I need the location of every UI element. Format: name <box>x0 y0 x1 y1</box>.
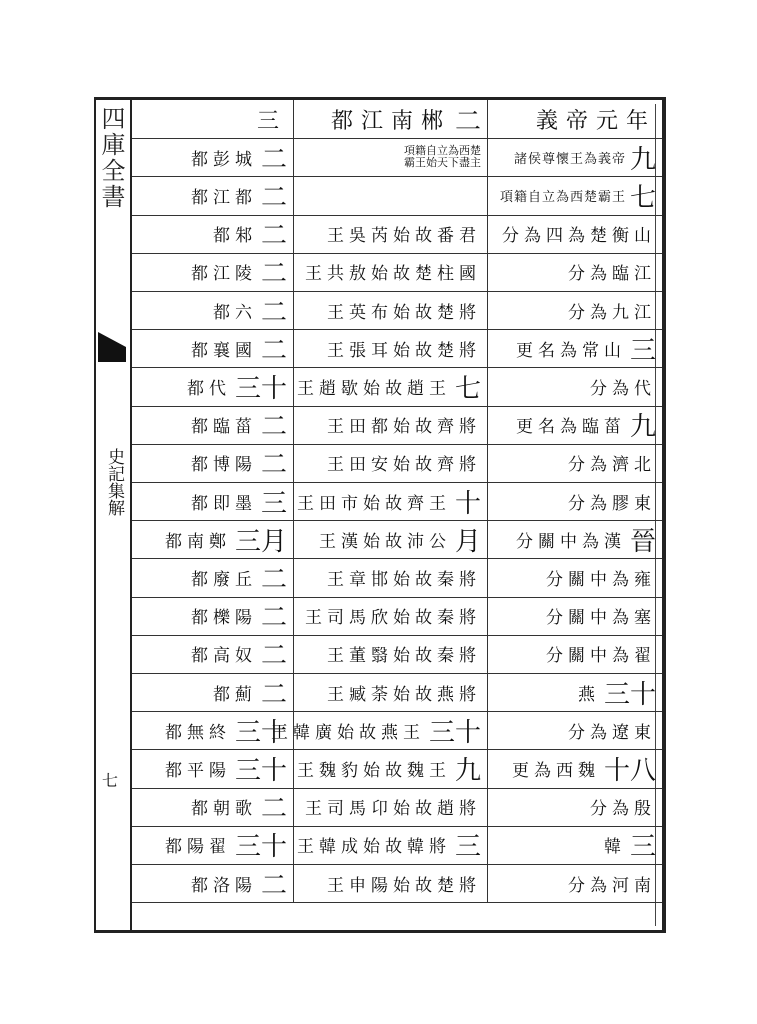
realm-text: 更名為常山 <box>515 340 626 361</box>
capital-text: 都六 <box>212 302 257 323</box>
table-row <box>132 597 662 636</box>
king-text: 王漢始故沛公 <box>318 531 451 552</box>
table-row <box>132 635 662 674</box>
capital-count: 二 <box>260 182 287 213</box>
capital-text: 都邾 <box>212 226 257 247</box>
capital-text: 都無終 <box>164 722 231 743</box>
realm-count: 七 <box>629 182 656 213</box>
king-count: 三 <box>454 832 481 863</box>
king-cell <box>294 406 488 444</box>
capital-count: 二 <box>260 450 287 481</box>
table-header-row <box>132 100 662 139</box>
capital-count: 三 <box>260 488 287 519</box>
capital-cell <box>132 482 294 520</box>
realm-text: 諸侯尊懷王為義帝 <box>513 151 626 167</box>
capital-cell <box>132 291 294 329</box>
king-text: 王趙歇始故趙王 <box>296 378 451 399</box>
king-text: 王司馬欣始故秦將 <box>305 608 481 629</box>
capital-count: 二 <box>260 259 287 290</box>
realm-cell <box>488 558 662 596</box>
table-row <box>132 864 662 903</box>
capital-count: 二 <box>260 641 287 672</box>
capital-count: 二 <box>260 794 287 825</box>
realm-cell <box>488 520 662 558</box>
realm-text: 分關中為塞 <box>546 608 656 629</box>
capital-cell <box>132 788 294 826</box>
capital-text: 都博陽 <box>190 455 257 476</box>
capital-text: 都洛陽 <box>190 875 257 896</box>
capital-text: 都陽翟 <box>164 837 231 858</box>
realm-cell <box>488 444 662 482</box>
capital-text: 都彭城 <box>190 149 257 170</box>
capital-count: 二 <box>260 603 287 634</box>
king-cell <box>294 558 488 596</box>
capital-text: 都南鄭 <box>164 531 231 552</box>
king-cell <box>294 291 488 329</box>
capital-text: 都襄國 <box>190 340 257 361</box>
king-text: 王共敖始故楚柱國 <box>305 264 481 285</box>
king-cell <box>294 138 488 176</box>
capital-text: 都代 <box>186 378 231 399</box>
king-count: 三十 <box>428 717 481 748</box>
realm-cell <box>488 367 662 405</box>
capital-text: 都即墨 <box>190 493 257 514</box>
king-cell <box>294 749 488 787</box>
realm-text: 燕 <box>577 684 600 705</box>
king-cell <box>294 329 488 367</box>
capital-text: 都高奴 <box>190 646 257 667</box>
king-cell <box>270 711 488 749</box>
table-row <box>132 673 662 712</box>
king-text: 王田都始故齊將 <box>327 417 481 438</box>
realm-count: 晉 <box>629 526 656 557</box>
margin-strip <box>96 100 132 930</box>
header-king-number: 二 <box>454 106 481 137</box>
realm-cell <box>488 597 662 635</box>
margin-page-number: 七 <box>102 771 119 790</box>
table-row <box>132 291 662 330</box>
king-cell <box>294 673 488 711</box>
table-row <box>132 482 662 521</box>
table-row <box>132 406 662 445</box>
realm-text: 分為河南 <box>568 875 656 896</box>
king-text-line: 項籍自立為西楚 <box>404 144 481 158</box>
capital-cell <box>132 826 294 864</box>
realm-text: 分為九江 <box>568 302 656 323</box>
realm-count: 三 <box>629 832 656 863</box>
fishtail-mark <box>98 332 126 362</box>
king-cell <box>294 597 488 635</box>
realm-count: 十八 <box>603 755 656 786</box>
realm-cell <box>488 253 662 291</box>
realm-cell <box>488 215 662 253</box>
realm-cell <box>488 635 662 673</box>
capital-count: 二 <box>260 144 287 175</box>
realm-cell <box>488 329 662 367</box>
realm-text: 更為西魏 <box>511 760 600 781</box>
king-cell <box>294 482 488 520</box>
king-cell <box>294 367 488 405</box>
table-row <box>132 749 662 788</box>
king-text-stack <box>404 145 481 169</box>
realm-count: 三十 <box>603 679 656 710</box>
king-text: 王司馬卬始故趙將 <box>305 799 481 820</box>
header-realm-cell <box>488 100 662 138</box>
king-cell <box>294 253 488 291</box>
king-text: 王英布始故楚將 <box>327 302 481 323</box>
realm-text: 分為濟北 <box>568 455 656 476</box>
capital-cell <box>132 558 294 596</box>
king-text: 王田安始故齊將 <box>327 455 481 476</box>
king-cell <box>294 176 488 214</box>
king-text: 王田市始故齊王 <box>296 493 451 514</box>
capital-cell <box>132 635 294 673</box>
realm-text: 分為殷 <box>590 799 656 820</box>
table-row <box>132 826 662 865</box>
realm-text: 項籍自立為西楚霸王 <box>499 189 626 205</box>
realm-cell <box>488 406 662 444</box>
realm-cell <box>488 138 662 176</box>
header-realm-text: 義帝元年 <box>535 108 656 134</box>
header-capital-text: 三 <box>256 108 287 134</box>
capital-cell <box>132 749 294 787</box>
capital-count: 三月 <box>234 526 287 557</box>
capital-count: 三十 <box>234 755 287 786</box>
capital-count: 三十 <box>234 717 287 748</box>
table-row <box>132 138 662 177</box>
table-row <box>132 329 662 368</box>
header-king-text: 都江南郴 <box>330 108 451 134</box>
capital-count: 二 <box>260 564 287 595</box>
capital-text: 都朝歌 <box>190 799 257 820</box>
realm-text: 分為代 <box>590 378 656 399</box>
capital-count: 三十 <box>234 373 287 404</box>
capital-cell <box>132 253 294 291</box>
king-cell <box>294 864 488 902</box>
king-cell <box>294 826 488 864</box>
king-cell <box>294 788 488 826</box>
capital-text: 都平陽 <box>164 760 231 781</box>
king-cell <box>294 444 488 482</box>
king-text: 王張耳始故楚將 <box>327 340 481 361</box>
realm-text: 分為遼東 <box>568 722 656 743</box>
margin-book-title: 史記集解 <box>104 448 124 516</box>
table-frame <box>94 97 666 933</box>
king-text: 王章邯始故秦將 <box>327 569 481 590</box>
king-text: 王韓廣始故燕王 <box>270 722 425 743</box>
king-cell <box>294 635 488 673</box>
capital-text: 都江陵 <box>190 264 257 285</box>
capital-cell <box>132 673 294 711</box>
chronological-table <box>132 100 662 930</box>
king-text: 王申陽始故楚將 <box>327 875 481 896</box>
table-row <box>132 176 662 215</box>
table-row <box>132 215 662 254</box>
table-row <box>132 520 662 559</box>
king-text: 王吳芮始故番君 <box>327 226 481 247</box>
realm-count: 九 <box>629 412 656 443</box>
capital-text: 都櫟陽 <box>190 608 257 629</box>
king-count: 九 <box>454 755 481 786</box>
realm-text: 更名為臨菑 <box>515 417 626 438</box>
capital-cell <box>132 597 294 635</box>
table-row <box>132 788 662 827</box>
king-cell <box>294 520 488 558</box>
realm-cell <box>488 749 662 787</box>
table-row <box>132 444 662 483</box>
realm-cell <box>488 482 662 520</box>
capital-cell <box>132 367 294 405</box>
realm-cell <box>488 711 662 749</box>
realm-cell <box>488 826 662 864</box>
realm-text: 分為四為楚衡山 <box>502 226 656 247</box>
capital-count: 二 <box>260 870 287 901</box>
table-row <box>132 253 662 292</box>
king-count: 七 <box>454 373 481 404</box>
realm-count: 九 <box>629 144 656 175</box>
king-cell <box>294 215 488 253</box>
realm-text: 分為臨江 <box>568 264 656 285</box>
king-count: 十 <box>454 488 481 519</box>
capital-text: 都廢丘 <box>190 569 257 590</box>
realm-count: 三 <box>629 335 656 366</box>
king-text: 王董翳始故秦將 <box>327 646 481 667</box>
capital-cell <box>132 711 294 749</box>
margin-title: 四庫全書 <box>97 106 125 210</box>
header-capital-cell <box>132 100 294 138</box>
king-count: 月 <box>454 526 481 557</box>
capital-cell <box>132 406 294 444</box>
king-text: 王臧荼始故燕將 <box>327 684 481 705</box>
capital-count: 三十 <box>234 832 287 863</box>
king-text: 王魏豹始故魏王 <box>296 760 451 781</box>
realm-text: 分關中為翟 <box>546 646 656 667</box>
capital-count: 二 <box>260 679 287 710</box>
realm-cell <box>488 864 662 902</box>
capital-cell <box>132 176 294 214</box>
capital-count: 二 <box>260 335 287 366</box>
table-row <box>132 367 662 406</box>
realm-text: 分關中為漢 <box>515 531 626 552</box>
realm-text: 分關中為雍 <box>546 569 656 590</box>
realm-cell <box>488 291 662 329</box>
capital-count: 二 <box>260 221 287 252</box>
capital-cell <box>132 215 294 253</box>
realm-text: 分為膠東 <box>568 493 656 514</box>
capital-cell <box>132 520 294 558</box>
capital-cell <box>132 864 294 902</box>
capital-count: 二 <box>260 412 287 443</box>
realm-cell <box>488 788 662 826</box>
realm-cell <box>488 176 662 214</box>
king-text: 王韓成始故韓將 <box>296 837 451 858</box>
capital-text: 都薊 <box>212 684 257 705</box>
header-king-cell <box>294 100 488 138</box>
capital-cell <box>132 138 294 176</box>
realm-text: 韓 <box>603 837 626 858</box>
capital-text: 都臨菑 <box>190 417 257 438</box>
realm-cell <box>488 673 662 711</box>
capital-cell <box>132 444 294 482</box>
capital-count: 二 <box>260 297 287 328</box>
table-row <box>132 711 662 750</box>
capital-text: 都江都 <box>190 187 257 208</box>
king-text-line: 霸王始天下盡主 <box>404 156 481 170</box>
capital-cell <box>132 329 294 367</box>
table-row <box>132 558 662 597</box>
